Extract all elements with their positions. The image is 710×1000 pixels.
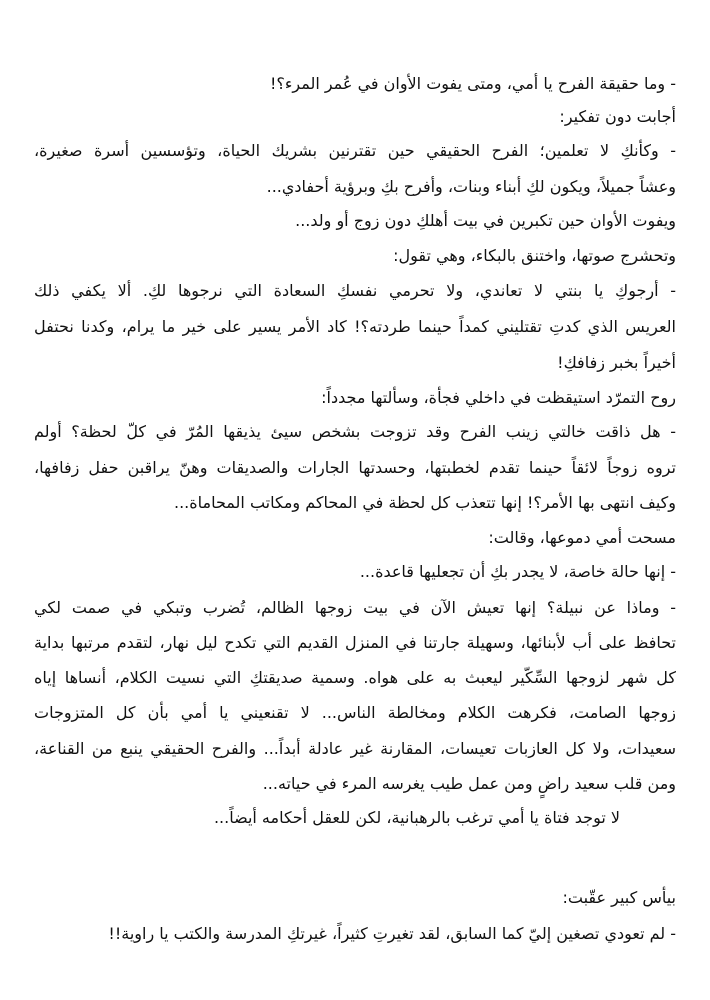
text-line: روح التمرّد استيقظت في داخلي فجأة، وسألتها مجدداً: [321,388,676,407]
text-line: العريس الذي كدتِ تقتليني كمداً حينما طردته؟! كاد الأمر يسير على خير ما يرام، وكدنا نحتفل [34,317,676,336]
text-line: - هل ذاقت خالتي زينب الفرح وقد تزوجت بشخص سيئ يذيقها المُرّ في كلّ لحظة؟ أولم [34,422,676,441]
text-line: وتحشرج صوتها، واختنق بالبكاء، وهي تقول: [393,246,676,265]
text-line: - إنها حالة خاصة، لا يجدر بكِ أن تجعليها قاعدة... [359,562,676,581]
text-line: - أرجوكِ يا بنتي لا تعاندي، ولا تحرمي نفسكِ السعادة التي نرجوها لكِ. ألا يكفي ذلك [34,281,676,300]
text-line: مسحت أمي دموعها، وقالت: [488,528,676,547]
text-line: سعيدات، ولا كل العازبات تعيسات، المقارنة غير عادلة أبداً... والفرح الحقيقي ينبع من القناعة، [34,739,676,758]
text-line: تروه زوجاً لائقاً حينما تقدم لخطبتها، وحسدتها الجارات والصديقات وهنّ يراقبن حفل زفافها، [34,458,676,477]
document-page [34,0,676,1000]
text-line: وعشاً جميلاً، ويكون لكِ أبناء وبنات، وأفرح بكِ وبرؤية أحفادي... [266,177,676,196]
text-line: - وكأنكِ لا تعلمين؛ الفرح الحقيقي حين تقترنين بشريك الحياة، وتؤسسين أسرة صغيرة، [34,141,676,160]
text-line: ومن قلب سعيد راضٍ ومن عمل طيب يغرسه المرء في حياته... [262,774,676,793]
text-line: - لم تعودي تصغين إليّ كما السابق، لقد تغيرتِ كثيراً، غيرتكِ المدرسة والكتب يا راوية!! [108,924,676,943]
text-line: أجابت دون تفكير: [559,107,676,126]
text-line: كل شهر لزوجها السِّكّير ليعبث به على هواه. وسمية صديقتكِ التي نسيت الكلام، أنساها إياه [34,668,676,687]
text-line: - وما حقيقة الفرح يا أمي، ومتى يفوت الأوان في عُمر المرء؟! [269,74,676,93]
text-line: أخيراً بخبر زفافكِ! [557,353,676,372]
text-line: تحافظ على أب لأبنائها، وسهيلة جارتنا في المنزل القديم التي تكدح ليل نهار، لتقدم مرتبها بداية [34,633,676,652]
text-line: بيأس كبير عقّبت: [562,888,676,907]
text-line: - وماذا عن نبيلة؟ إنها تعيش الآن في بيت زوجها الظالم، تُضرب وتبكي في صمت لكي [34,598,676,617]
text-line: ويفوت الأوان حين تكبرين في بيت أهلكِ دون زوج أو ولد... [295,211,676,230]
text-line: وكيف انتهى بها الأمر؟! إنها تتعذب كل لحظة في المحاكم ومكاتب المحاماة... [174,493,676,512]
text-line: زوجها الصامت، فكرهت الكلام ومخالطة الناس... لا تقنعيني يا أمي بأن كل المتزوجات [34,703,676,722]
text-line: لا توجد فتاة يا أمي ترغب بالرهبانية، لكن للعقل أحكامه أيضاً... [213,808,620,827]
